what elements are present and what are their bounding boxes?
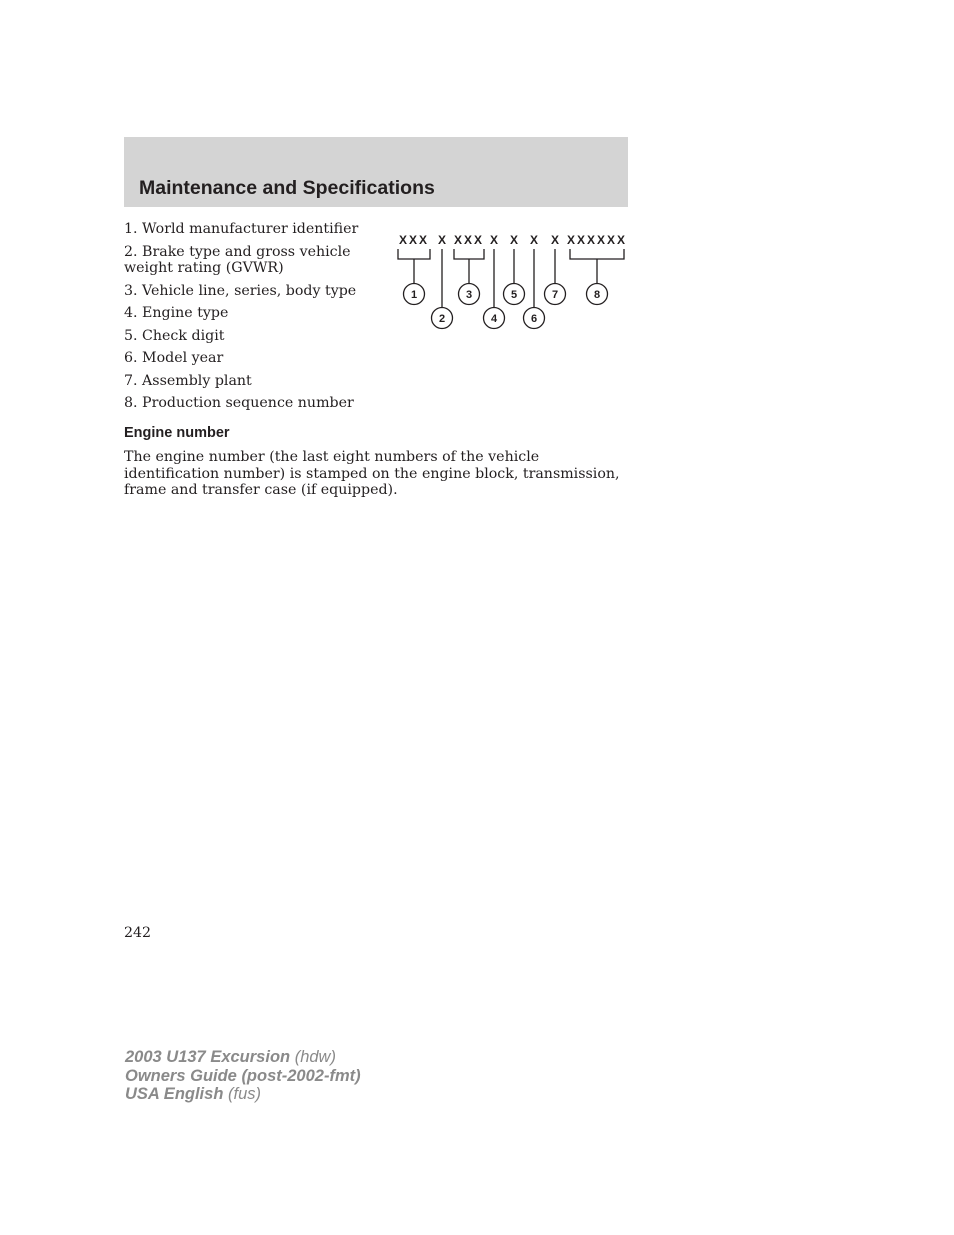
- section-title: Maintenance and Specifications: [139, 177, 435, 199]
- footer-model-code: (hdw): [290, 1048, 336, 1066]
- engine-number-paragraph: The engine number (the last eight numbers of the vehicle identification number) is stamped on the engine block, transmission, frame and transfer case (if equipped).: [124, 449, 620, 499]
- vin-group-4: X: [489, 233, 499, 247]
- footer-model: 2003 U137 Excursion: [125, 1048, 291, 1066]
- callout-8-label: 8: [593, 289, 601, 301]
- vin-group-3: XXX: [453, 233, 485, 247]
- vin-group-1: XXX: [398, 233, 430, 247]
- list-item: 4. Engine type: [124, 305, 229, 321]
- callout-2-label: 2: [438, 313, 446, 325]
- callout-3-label: 3: [465, 289, 473, 301]
- callout-6-label: 6: [530, 313, 538, 325]
- footer-line-2: [125, 1067, 361, 1086]
- list-item: 5. Check digit: [124, 327, 225, 344]
- page-number: 242: [124, 925, 152, 941]
- callout-1-label: 1: [410, 289, 418, 301]
- engine-number-heading: Engine number: [124, 425, 230, 441]
- list-item: 6. Model year: [124, 350, 224, 366]
- vin-diagram: [396, 228, 632, 332]
- list-item: 1. World manufacturer identifier: [124, 221, 359, 237]
- footer-guide: Owners Guide (post-2002-fmt): [125, 1066, 361, 1085]
- footer-language-code: (fus): [223, 1085, 261, 1103]
- list-item: 8. Production sequence number: [124, 395, 354, 411]
- footer-line-1: [125, 1048, 361, 1067]
- vin-group-5: X: [509, 233, 519, 247]
- list-item: 7. Assembly plant: [124, 372, 252, 389]
- callout-5-label: 5: [510, 289, 518, 301]
- footer-line-3: [125, 1085, 361, 1104]
- vin-group-8: XXXXXX: [566, 233, 628, 247]
- vin-group-7: X: [550, 233, 560, 247]
- vin-group-2: X: [437, 233, 447, 247]
- vin-legend-list: [124, 221, 364, 418]
- vin-group-6: X: [529, 233, 539, 247]
- footer-language: USA English: [125, 1085, 224, 1103]
- list-item: 3. Vehicle line, series, body type: [124, 282, 357, 299]
- list-item: 2. Brake type and gross vehicle weight rating (GVWR): [124, 243, 351, 276]
- callout-7-label: 7: [551, 289, 559, 301]
- callout-4-label: 4: [490, 313, 498, 325]
- document-footer: [125, 1048, 361, 1104]
